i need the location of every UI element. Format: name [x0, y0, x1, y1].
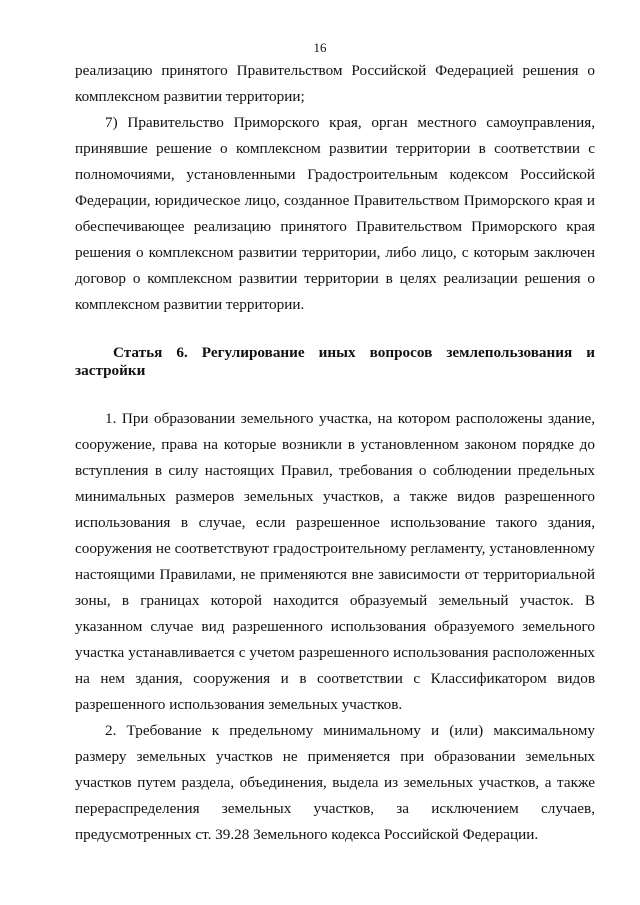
continuation-paragraph: реализацию принятого Правительством Российской Федерацией решения о комплексном развитии территории;: [75, 62, 595, 105]
clause-1-paragraph: 1. При образовании земельного участка, на котором расположены здание, сооружение, права на которые возникли в установленном законом порядке до вступления в силу настоящих Правил, требования о соблюдении предельных минимальных размеров земельных участков, а также видов разрешенного использования в случае, если разрешенное использование такого здания, сооружения не соответствуют градостроительному регламенту, установленному настоящими Правилами, не применяются вне зависимости от территориальной зоны, в границах которой находится образуемый земельный участок. В указанном случае вид разрешенного использования образуемого земельного участка устанавливается с учетом разрешенного использования расположенных на нем здания, сооружения и в соответствии с Классификатором видов разрешенного использования земельных участков.: [75, 410, 595, 713]
clause-2-paragraph: 2. Требование к предельному минимальному и (или) максимальному размеру земельных участков не применяется при образовании земельных участков путем раздела, объединения, выдела из земельных участков, а также перераспределения земельных участков, за исключением случаев, предусмотренных ст. 39.28 Земельного кодекса Российской Федерации.: [75, 722, 595, 843]
page-number: 16: [313, 40, 327, 55]
item-7-paragraph: 7) Правительство Приморского края, орган местного самоуправления, принявшие решение о комплексном развитии территории в соответствии с полномочиями, установленными Градостроительным кодексом Российской Федерации, юридическое лицо, созданное Правительством Приморского края и обеспечивающее реализацию принятого Правительством Приморского края решения о комплексном развитии территории, либо лицо, с которым заключен договор о комплексном развитии территории в целях реализации решения о комплексном развитии территории.: [75, 114, 595, 313]
document-body: [75, 58, 595, 848]
article-6-heading: Статья 6. Регулирование иных вопросов землепользования и застройки: [75, 344, 595, 379]
